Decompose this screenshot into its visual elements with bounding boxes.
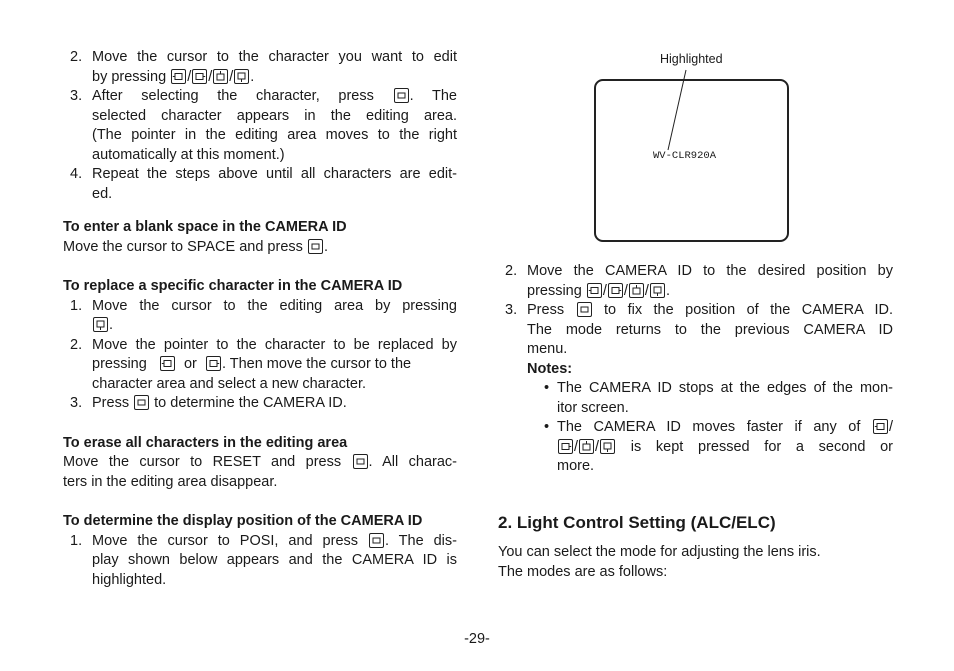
step-text: Move the cursor to the character you want to edit xyxy=(92,49,457,65)
note-1-line-2: itor screen. xyxy=(557,399,629,416)
step-text: Move the pointer to the character to be replaced by xyxy=(92,336,457,353)
note-text: is kept pressed for a second or xyxy=(630,438,894,455)
note-2-line-2: / / is kept pressed for a second or xyxy=(498,438,893,458)
step-text: pressing xyxy=(527,282,582,299)
step-text: to determine the CAMERA ID. xyxy=(154,395,347,411)
step-number: 2. xyxy=(70,336,83,353)
step-number: 1. xyxy=(70,297,83,314)
left-button-icon xyxy=(873,419,888,434)
punctuation: . xyxy=(250,68,255,85)
down-button-icon xyxy=(650,283,665,298)
step-3-line-2: selected character appears in the editing area. xyxy=(92,107,457,124)
step-text: Move the cursor to the editing area by pressing xyxy=(92,297,457,314)
step-text: Move the cursor to POSI, and press xyxy=(92,532,359,549)
bullet: • xyxy=(544,380,550,396)
step-number: 3. xyxy=(70,88,83,104)
step-text: . The xyxy=(409,88,457,104)
step-number: 4. xyxy=(70,166,83,182)
step-text: by pressing xyxy=(92,68,171,85)
right-button-icon xyxy=(608,283,623,298)
step-text: or xyxy=(183,356,197,372)
step-4-line-2: ed. xyxy=(92,185,113,202)
right-step-3-line-2: The mode returns to the previous CAMERA ID xyxy=(527,321,893,338)
section-title: 2. Light Control Setting (ALC/ELC) xyxy=(498,513,776,532)
intro-line-1: You can select the mode for adjusting the lens iris. xyxy=(498,544,821,560)
punctuation: . xyxy=(323,238,328,255)
punctuation: . xyxy=(109,317,114,333)
section-intro xyxy=(498,543,898,582)
position-step-1-line-3: highlighted. xyxy=(92,571,167,588)
note-2-line-3: more. xyxy=(557,458,595,474)
punctuation: . xyxy=(665,282,670,299)
step-text: . The dis- xyxy=(384,532,457,549)
step-text: . Then move the cursor to the xyxy=(221,356,412,372)
step-text: Move the CAMERA ID to the desired position by xyxy=(527,263,893,279)
step-number: 2. xyxy=(70,49,83,65)
erase-heading: To erase all characters in the editing area xyxy=(63,434,348,451)
punctuation: / xyxy=(888,419,893,435)
step-text: to fix the position of the CAMERA ID. xyxy=(604,302,893,318)
right-step-3 xyxy=(498,301,893,321)
notes-title: Notes: xyxy=(527,360,573,377)
text: Move the cursor to RESET and press xyxy=(63,454,342,470)
step-text: Repeat the steps above until all characters are edit- xyxy=(92,166,457,182)
note-text: The CAMERA ID moves faster if any of xyxy=(557,419,861,435)
text: Move the cursor to SPACE and press xyxy=(63,238,303,255)
note-1-line-1 xyxy=(498,379,893,399)
position-step-1-line-2: play shown below appears and the CAMERA ID is xyxy=(92,552,457,568)
right-step-3-line-3: menu. xyxy=(527,341,568,357)
text: . All charac- xyxy=(368,454,458,470)
camera-id-text: WV-CLR920A xyxy=(653,150,717,162)
highlighted-label: Highlighted xyxy=(660,52,723,66)
down-button-icon xyxy=(600,439,615,454)
step-number: 1. xyxy=(70,532,83,549)
right-step-2 xyxy=(498,262,893,282)
set-button-icon xyxy=(577,302,592,317)
right-step-2-line-2: pressing / / / . xyxy=(527,282,670,299)
step-number: 3. xyxy=(505,302,518,318)
erase-text-line-2: ters in the editing area disappear. xyxy=(63,473,278,490)
intro-line-2: The modes are as follows: xyxy=(498,563,668,580)
note-text: The CAMERA ID stops at the edges of the mon- xyxy=(557,380,893,396)
right-button-icon xyxy=(558,439,573,454)
step-3-line-4: automatically at this moment.) xyxy=(92,146,285,163)
blank-space-heading: To enter a blank space in the CAMERA ID xyxy=(63,219,347,235)
replace-step-2-line-3: character area and select a new character. xyxy=(92,375,367,392)
step-text: After selecting the character, press xyxy=(92,88,374,104)
up-button-icon xyxy=(629,283,644,298)
step-text: Press xyxy=(527,302,565,318)
position-heading: To determine the display position of the CAMERA ID xyxy=(63,513,423,529)
left-button-icon xyxy=(587,283,602,298)
right-column xyxy=(498,262,893,477)
step-text: Press xyxy=(92,395,130,411)
step-number: 2. xyxy=(505,263,518,279)
replace-heading: To replace a specific character in the CAMERA ID xyxy=(63,278,403,294)
step-3-line-3: (The pointer in the editing area moves to the right xyxy=(92,127,457,143)
up-button-icon xyxy=(579,439,594,454)
bullet: • xyxy=(544,419,550,435)
step-2-line-2: by pressing / / / . xyxy=(92,68,255,85)
step-number: 3. xyxy=(70,395,83,411)
note-2-line-1 xyxy=(498,418,893,438)
step-text: pressing xyxy=(92,356,147,372)
page-number: -29- xyxy=(464,631,490,647)
